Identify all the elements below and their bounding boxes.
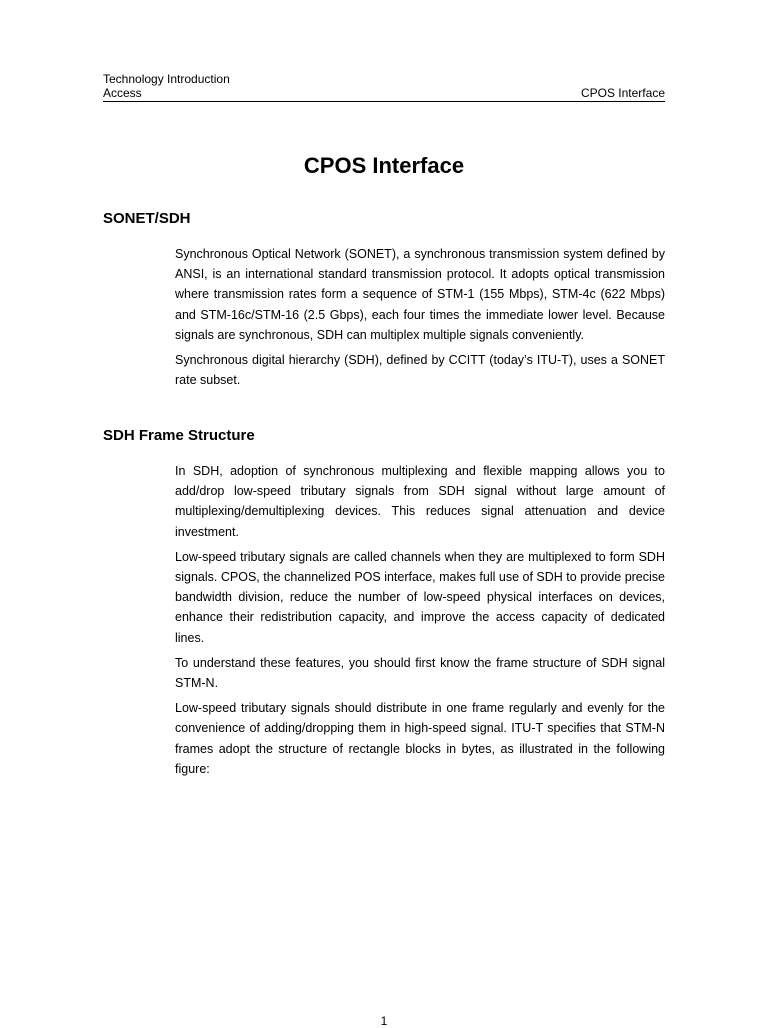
paragraph: Synchronous digital hierarchy (SDH), defined by CCITT (today’s ITU-T), uses a SONET rate subset. xyxy=(175,353,665,388)
paragraph: In SDH, adoption of synchronous multiplexing and flexible mapping allows you to add/drop low-speed tributary signals from SDH signal without large amount of multiplexing/demultiplexing devices. This reduces signal attenuation and device investment. xyxy=(175,464,665,539)
paragraph: Low-speed tributary signals are called channels when they are multiplexed to form SDH signals. CPOS, the channelized POS interface, makes full use of SDH to provide precise bandwidth division, reduce the number of low-speed physical interfaces on devices, enhance their redistribution capacity, and improve the access capacity of dedicated lines. xyxy=(175,549,665,645)
page-title: CPOS Interface xyxy=(303,153,465,178)
paragraph: To understand these features, you should first know the frame structure of SDH signal STM-N. xyxy=(175,655,665,691)
page-number: 1 xyxy=(380,1014,388,1028)
paragraph: Synchronous Optical Network (SONET), a synchronous transmission system defined by ANSI, is an international standard transmission protocol. It adopts optical transmission where transmission rates form a sequence of STM-1 (155 Mbps), STM-4c (622 Mbps) and STM-16c/STM-16 (2.5 Gbps), each four times the immediate lower level. Because signals are synchronous, SDH can multiplex multiple signals conveniently. xyxy=(175,247,665,342)
header-chapter-title: CPOS Interface xyxy=(580,85,665,100)
section-heading-sonet-sdh: SONET/SDH xyxy=(103,210,191,227)
paragraph: Low-speed tributary signals should distribute in one frame regularly and evenly for the convenience of adding/dropping them in high-speed signal. ITU-T specifies that STM-N frames adopt the structure of rectangle blocks in bytes, as illustrated in the following figure: xyxy=(175,701,665,776)
section-heading-sdh-frame-structure: SDH Frame Structure xyxy=(103,427,255,444)
page-header xyxy=(103,73,665,102)
header-document-title: Technology Introduction xyxy=(103,72,230,86)
header-document-subtitle: Access xyxy=(103,85,142,100)
header-left xyxy=(103,73,230,100)
section-body-sonet-sdh xyxy=(175,244,665,395)
section-body-sdh-frame-structure xyxy=(175,461,665,784)
